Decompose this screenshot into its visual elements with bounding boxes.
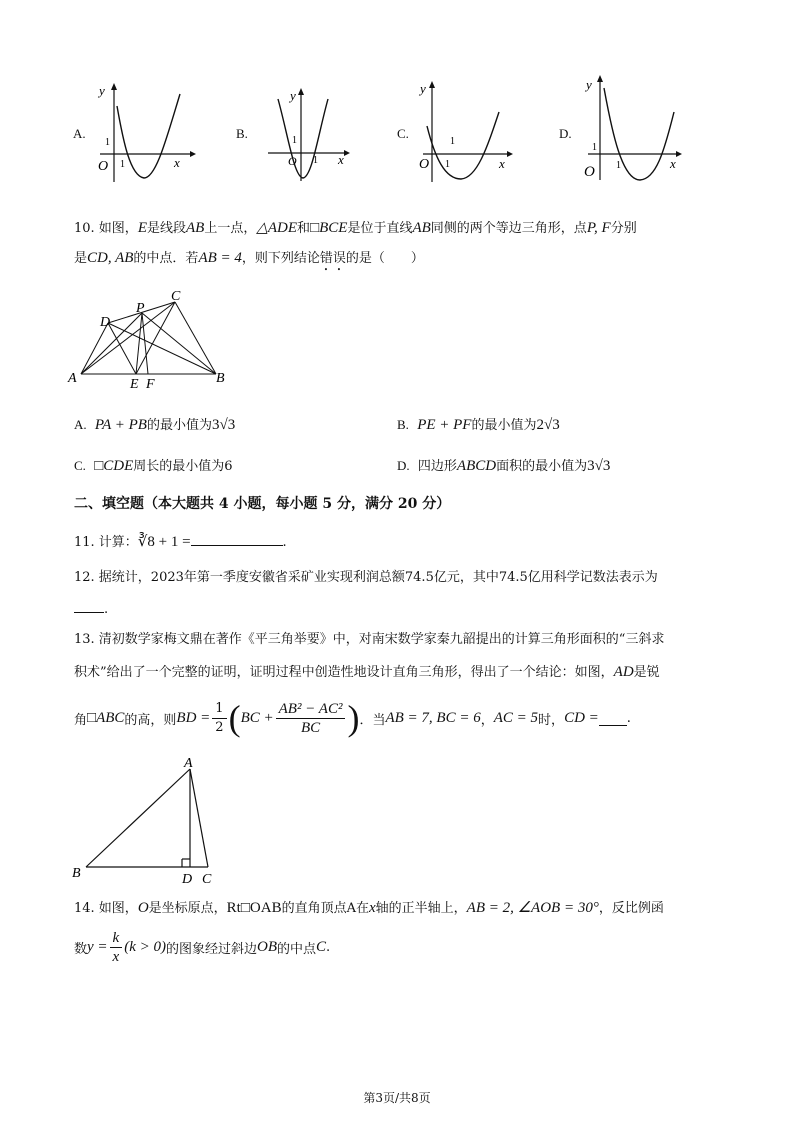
tick-one-x: 1	[120, 159, 125, 170]
tick-one-x: 1	[616, 160, 621, 171]
text: 的是（ ）	[345, 251, 424, 266]
tick-one-x: 1	[445, 159, 450, 170]
text: ，则下列结论	[241, 251, 320, 266]
q12-line-1: 12. 据统计，2023年第一季度安徽省采矿业实现利润总额74.5亿元，其中74.5亿用科学记数法表示为	[74, 570, 658, 585]
x-axis-label: x	[174, 155, 180, 170]
emphasized-word: 错误	[319, 251, 346, 266]
text: 四边形	[417, 459, 457, 474]
math-ab: AB	[412, 220, 431, 236]
math-expr: □CDE	[94, 458, 134, 474]
text: ．当	[359, 712, 386, 728]
tick-one-x: 1	[313, 155, 318, 166]
point-c-label: C	[171, 289, 181, 304]
text: 数	[74, 941, 88, 957]
point-c-label: C	[202, 872, 212, 887]
math-condition: AB = 2, ∠AOB = 30°	[466, 900, 599, 916]
text: 的最小值为	[471, 418, 537, 433]
answer-blank[interactable]	[191, 531, 283, 546]
text: 时，	[538, 712, 565, 728]
text: 的最小值为	[146, 418, 212, 433]
option-label: B.	[397, 417, 409, 432]
section-title-fill-in: 二、填空题（本大题共 4 小题，每小题 5 分，满分 20 分）	[74, 496, 451, 512]
fraction-half	[212, 700, 226, 737]
text: 的直角顶点A在	[281, 901, 369, 916]
q10-option-d	[397, 456, 610, 477]
text: 轴的正半轴上，	[375, 901, 467, 916]
option-label: C.	[74, 458, 86, 473]
text: 分别	[610, 221, 637, 236]
text: 同侧的两个等边三角形，点	[430, 221, 587, 236]
q9-option-a-graph	[90, 80, 200, 185]
text: 是锐	[633, 665, 660, 680]
x-axis-label: x	[499, 156, 505, 171]
math-expr: PA + PB	[94, 417, 147, 433]
q13-line-3: 角 □ABC 的高，则 BD = $\frac{1}{2}$ ( BC + $\frac{\text{AB² − AC²}}{BC}$ ) ．当 AB = 7, BC = 6 ， AC = 5 时， CD = .	[74, 698, 631, 738]
q14-line-1	[74, 898, 664, 919]
denominator: 2	[215, 719, 224, 735]
point-b-label: B	[216, 371, 225, 386]
math-y: y =	[87, 938, 108, 955]
math-bd: BD =	[176, 709, 211, 726]
math-value: 3√3	[587, 458, 611, 474]
point-a-label: A	[184, 756, 193, 771]
math-triangle-bce: □BCE	[310, 220, 348, 236]
q9-option-c-graph	[415, 78, 525, 186]
origin-label: O	[288, 154, 297, 168]
q10-option-b	[397, 415, 560, 436]
x-axis-label: x	[670, 156, 676, 171]
math-rt-triangle: Rt□OAB	[226, 900, 282, 916]
text: ，反比例函	[598, 901, 664, 916]
math-condition: AC = 5	[493, 709, 539, 726]
tick-one-y: 1	[292, 135, 297, 146]
math-cd-ab: CD, AB	[87, 250, 134, 266]
point-p-label: P	[136, 301, 145, 316]
q9-option-d-label: D.	[559, 126, 572, 141]
math-value: 3√3	[212, 417, 236, 433]
q10-line-1	[74, 218, 637, 239]
origin-label: O	[419, 157, 430, 172]
point-d-label: D	[100, 315, 111, 330]
text: .	[282, 535, 287, 550]
numerator: 1	[212, 700, 226, 719]
q9-option-a-label: A.	[73, 126, 86, 141]
point-e-label: E	[130, 377, 139, 392]
q10-figure	[66, 284, 236, 394]
math-triangle-ade: △ADE	[256, 220, 298, 236]
denominator: x	[112, 948, 120, 965]
text: 的图象经过斜边	[166, 941, 258, 957]
math-value: 2√3	[536, 417, 560, 433]
text: 的中点．若	[133, 251, 199, 266]
page-footer: 第3页/共8页	[363, 1091, 431, 1105]
text: 周长的最小值为6	[133, 459, 233, 474]
math-ab: AB	[186, 220, 205, 236]
math-expr: PE + PF	[417, 417, 472, 433]
math-e: E	[137, 220, 147, 236]
origin-label: O	[584, 164, 595, 180]
text: 积术”给出了一个完整的证明，证明过程中创造性地设计直角三角形，得出了一个结论：如图，	[74, 665, 614, 680]
text: ，	[480, 712, 494, 728]
option-label: D.	[397, 458, 410, 473]
text: 是位于直线	[347, 221, 413, 236]
q13-figure	[66, 755, 226, 887]
tick-one-y: 1	[105, 137, 110, 148]
y-axis-label: y	[99, 83, 105, 98]
y-axis-label: y	[586, 77, 592, 92]
math-expr: ABCD	[456, 458, 497, 474]
math-ab-eq-4: AB = 4	[198, 250, 242, 266]
text: 是线段	[146, 221, 186, 236]
denominator: BC	[300, 719, 321, 736]
text: .	[104, 602, 109, 617]
text: 的中点	[277, 941, 317, 957]
math-ob: OB	[257, 938, 278, 955]
text: 的高，则	[124, 712, 177, 728]
y-axis-label: y	[290, 88, 296, 103]
q9-option-c-label: C.	[397, 126, 409, 141]
text: .	[326, 939, 331, 955]
q13-line-2	[74, 662, 660, 683]
q11-text: 11. 计算：	[74, 535, 138, 550]
q10-option-c	[74, 456, 233, 477]
fraction-main	[276, 700, 346, 737]
math-triangle-abc: □ABC	[87, 709, 125, 726]
q14-number: 14. 如图，	[74, 901, 138, 916]
math-bc: BC +	[240, 709, 274, 726]
text: 是	[74, 251, 88, 266]
y-axis-label: y	[420, 81, 426, 96]
answer-blank[interactable]	[599, 711, 627, 726]
point-d-label: D	[182, 872, 193, 887]
q9-option-b-label: B.	[236, 126, 248, 141]
option-label: A.	[74, 417, 87, 432]
q12-line-2	[74, 598, 108, 620]
q13-line-1: 13. 清初数学家梅文鼎在著作《平三角举要》中，对南宋数学家秦九韶提出的计算三角形面积的“三斜求	[74, 632, 665, 647]
q10-line-2	[74, 248, 424, 274]
text: .	[626, 710, 631, 726]
math-o: O	[137, 900, 149, 916]
x-axis-label: x	[338, 152, 344, 167]
math-condition: AB = 7, BC = 6	[385, 709, 481, 726]
math-x: x	[368, 900, 376, 916]
q10-number: 10. 如图，	[74, 221, 138, 236]
math-c: C	[316, 938, 327, 955]
numerator: k	[110, 929, 123, 948]
math-expr: ∛8 + 1 =	[137, 534, 191, 550]
text: 面积的最小值为	[496, 459, 588, 474]
text: 角	[74, 712, 88, 728]
tick-one-y: 1	[450, 136, 455, 147]
numerator: AB² − AC²	[276, 700, 346, 719]
fraction-k-over-x	[110, 929, 123, 966]
text: 上一点，	[204, 221, 257, 236]
text: 和	[297, 221, 311, 236]
q11	[74, 531, 287, 553]
q14-line-2	[74, 926, 330, 968]
math-condition: (k > 0)	[124, 938, 166, 955]
tick-one-y: 1	[592, 142, 597, 153]
math-pf: P, F	[586, 220, 611, 236]
math-cd: CD =	[564, 709, 599, 726]
q10-option-a	[74, 415, 235, 436]
origin-label: O	[98, 159, 109, 174]
text: 是坐标原点，	[148, 901, 227, 916]
q9-option-b-graph	[258, 85, 358, 185]
math-ad: AD	[613, 664, 634, 680]
answer-blank[interactable]	[74, 598, 104, 613]
point-a-label: A	[68, 371, 77, 386]
point-b-label: B	[72, 866, 81, 881]
point-f-label: F	[146, 377, 155, 392]
q9-option-d-graph	[578, 72, 690, 184]
